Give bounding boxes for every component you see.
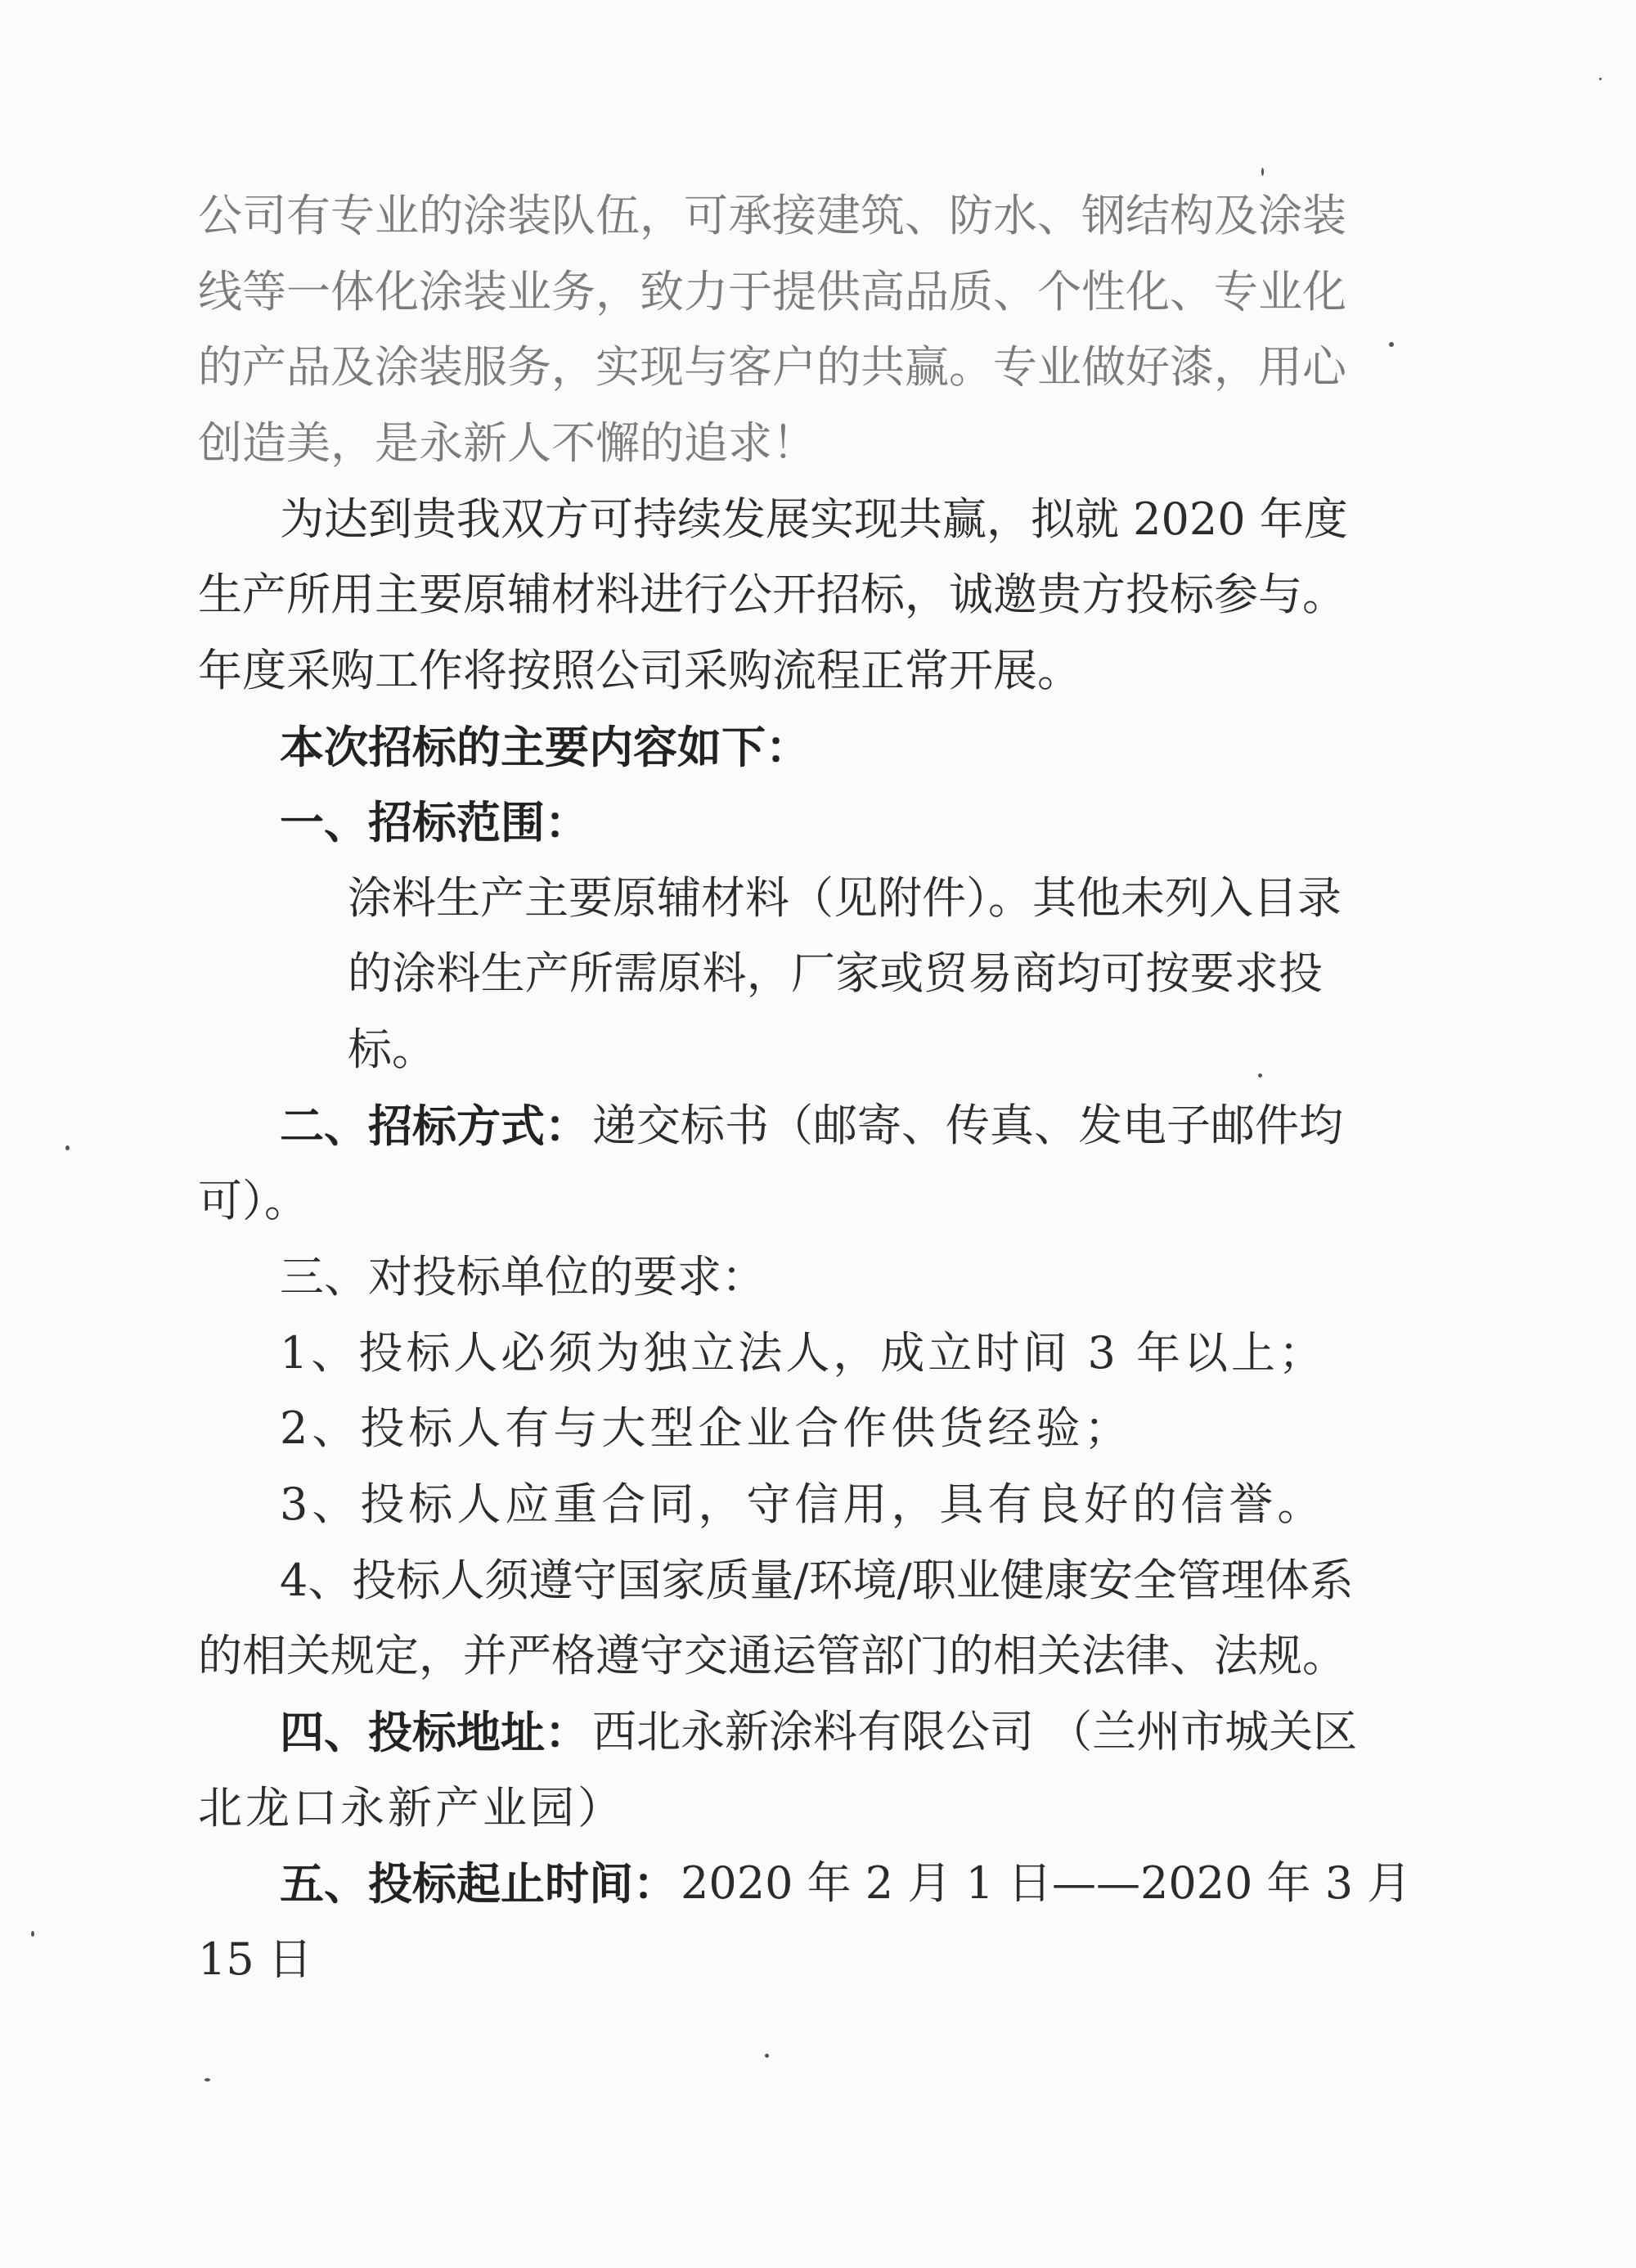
intro-line-2: 线等一体化涂装业务，致力于提供高品质、个性化、专业化	[198, 266, 1346, 317]
para2-line-3: 年度采购工作将按照公司采购流程正常开展。	[198, 645, 1081, 696]
section3-heading: 三、对投标单位的要求：	[280, 1251, 766, 1303]
section4-heading: 四、投标地址：	[280, 1706, 589, 1758]
main-content-heading: 本次招标的主要内容如下：	[280, 721, 810, 773]
section1-line-3: 标。	[348, 1024, 436, 1075]
scan-speck	[1258, 1073, 1262, 1078]
scan-speck	[765, 2054, 769, 2058]
scan-speck	[31, 1931, 34, 1937]
section4-text-1: 西北永新涂料有限公司 （兰州市城关区	[592, 1706, 1358, 1757]
section5-text-1: 2020 年 2 月 1 日——2020 年 3 月	[681, 1857, 1412, 1909]
scan-speck	[1389, 342, 1394, 347]
intro-line-4: 创造美，是永新人不懈的追求！	[198, 417, 816, 469]
section2-heading: 二、招标方式：	[280, 1100, 589, 1152]
scan-speck	[65, 1145, 70, 1150]
section4-line-1	[280, 1706, 1358, 1758]
section5-line-1	[280, 1857, 1412, 1910]
section5-text-2: 15 日	[198, 1933, 312, 1985]
intro-line-1: 公司有专业的涂装队伍，可承接建筑、防水、钢结构及涂装	[198, 190, 1346, 241]
section4-text-2: 北龙口永新产业园）	[198, 1782, 625, 1834]
section3-item-4-line-1: 4、投标人须遵守国家质量/环境/职业健康安全管理体系	[280, 1555, 1354, 1606]
section1-line-1: 涂料生产主要原辅材料（见附件）。其他未列入目录	[348, 872, 1342, 924]
section3-item-4-line-2: 的相关规定，并严格遵守交通运管部门的相关法律、法规。	[198, 1630, 1346, 1681]
para2-line-2: 生产所用主要原辅材料进行公开招标，诚邀贵方投标参与。	[198, 569, 1346, 620]
intro-line-3: 的产品及涂装服务，实现与客户的共赢。专业做好漆，用心	[198, 341, 1346, 393]
section1-line-2: 的涂料生产所需原料，厂家或贸易商均可按要求投	[348, 947, 1323, 999]
section3-item-3: 3、投标人应重合同，守信用，具有良好的信誉。	[280, 1478, 1326, 1530]
section1-heading: 一、招标范围：	[280, 796, 589, 848]
section5-heading: 五、投标起止时间：	[280, 1857, 677, 1910]
section2-text-2: 可）。	[198, 1175, 308, 1226]
section3-item-2: 2、投标人有与大型企业合作供货经验；	[280, 1402, 1133, 1454]
scan-speck	[1599, 78, 1602, 80]
scan-speck	[204, 2078, 210, 2081]
section2-text-1: 递交标书（邮寄、传真、发电子邮件均	[592, 1100, 1343, 1151]
para2-line-1: 为达到贵我双方可持续发展实现共赢，拟就 2020 年度	[280, 493, 1348, 545]
scan-speck	[1261, 168, 1264, 176]
section3-item-1: 1、投标人必须为独立法人，成立时间 3 年以上；	[280, 1327, 1327, 1379]
section2-line-1	[280, 1100, 1343, 1152]
